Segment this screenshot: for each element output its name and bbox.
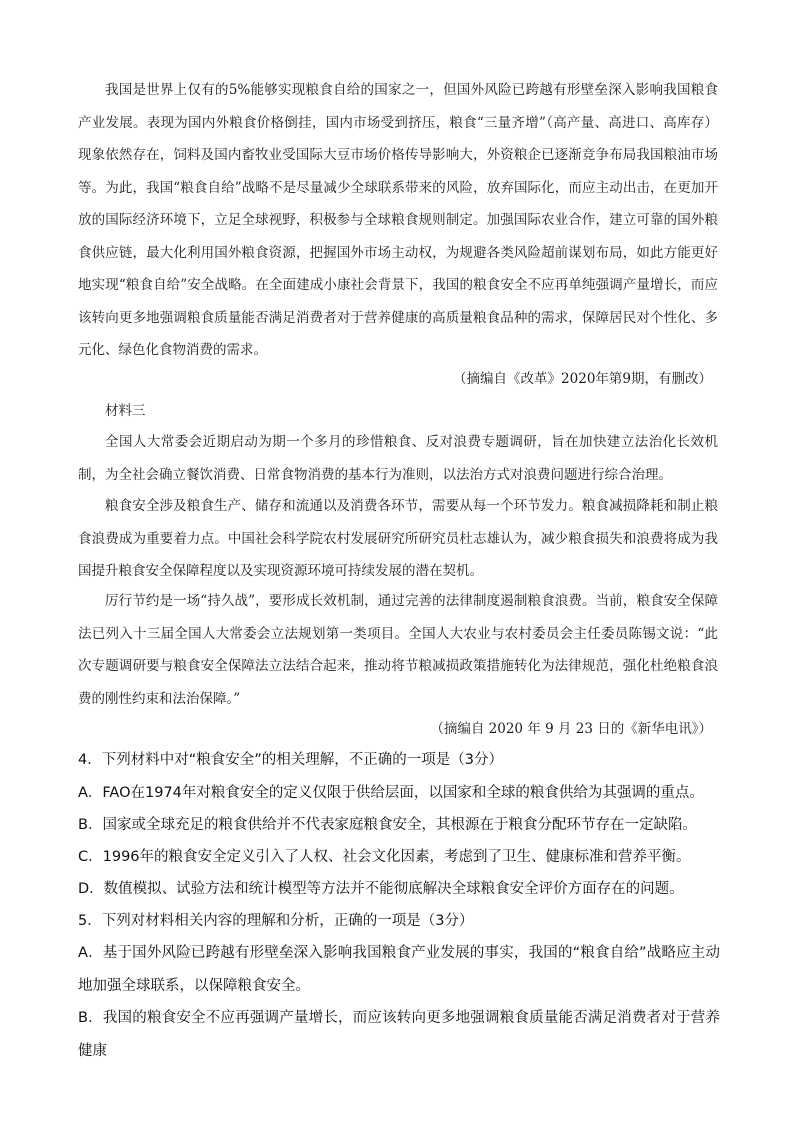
material3-source: （摘编自 2020 年 9 月 23 日的《新华电讯》）	[430, 721, 712, 737]
material2-paragraph: 我国是世界上仅有的5%能够实现粮食自给的国家之一，但国外风险已跨越有形壁垒深入影响我国粮食产业发展。表现为国内外粮食价格倒挂，国内市场受到挤压，粮食“三量齐增”（高产量、高进口、高库存）现象依然存在，饲料及国内畜牧业受国际大豆市场价格传导影响大，外资粮企已逐渐竞争布局我国粮油市场等。为此，我国“粮食自给”战略不是尽量减少全球联系带来的风险，放弃国际化，而应主动出击，在更加开放的国际经济环境下，立足全球视野，积极参与全球粮食规则制定。加强国际农业合作，建立可靠的国外粮食供应链，最大化利用国外粮食资源，把握国外市场主动权，为规避各类风险超前谋划布局，如此方能更好地实现“粮食自给”安全战略。在全面建成小康社会背景下，我国的粮食安全不应再单纯强调产量增长，而应该转向更多地强调粮食质量能否满足消费者对于营养健康的高质量粮食品种的需求，保障居民对个性化、多元化、绿色化食物消费的需求。	[78, 82, 718, 358]
material3-paragraph-3: 厉行节约是一场“持久战”，要形成长效机制，通过完善的法律制度遏制粮食浪费。当前，粮食安全保障法已列入十三届全国人大常委会立法规划第一类项目。全国人大农业与农村委员会主任委员陈锡文说：“此次专题调研要与粮食安全保障法立法结合起来，推动将节粮减损政策措施转化为法律规范，强化杜绝粮食浪费的刚性约束和法治保障。”	[78, 593, 718, 707]
material3-paragraph-2: 粮食安全涉及粮食生产、储存和流通以及消费各环节，需要从每一个环节发力。粮食减损降耗和制止粮食浪费成为重要着力点。中国社会科学院农村发展研究所研究员杜志雄认为，减少粮食损失和浪费将成为我国提升粮食安全保障程度以及实现资源环境可持续发展的潜在契机。	[78, 498, 718, 579]
material3-paragraph-1: 全国人大常委会近期启动为期一个多月的珍惜粮食、反对浪费专题调研，旨在加快建立法治化长效机制，为全社会确立餐饮消费、日常食物消费的基本行为准则，以法治方式对浪费问题进行综合治理。	[78, 434, 718, 483]
question-5-stem: 5．下列对材料相关内容的理解和分析，正确的一项是（3分）	[78, 913, 474, 929]
question-4-option-c: C．1996年的粮食安全定义引入了人权、社会文化因素，考虑到了卫生、健康标准和营养平衡。	[78, 849, 691, 865]
question-4-option-d: D．数值模拟、试验方法和统计模型等方法并不能彻底解决全球粮食安全评价方面存在的问题。	[78, 881, 684, 897]
question-5-option-a: A．基于国外风险已跨越有形壁垒深入影响我国粮食产业发展的事实，我国的“粮食自给”战略应主动地加强全球联系，以保障粮食安全。	[78, 945, 720, 994]
question-5-option-b: B．我国的粮食安全不应再强调产量增长，而应该转向更多地强调粮食质量能否满足消费者对于营养健康	[78, 1010, 720, 1059]
material3-label: 材料三	[105, 403, 146, 419]
question-4-option-b: B．国家或全球充足的粮食供给并不代表家庭粮食安全，其根源在于粮食分配环节存在一定缺陷。	[78, 817, 697, 833]
material2-source: （摘编自《改革》2020年第9期，有删改）	[453, 371, 712, 387]
question-4-option-a: A．FAO在1974年对粮食安全的定义仅限于供给层面，以国家和全球的粮食供给为其强调的重点。	[78, 785, 704, 801]
question-4-stem: 4．下列材料中对“粮食安全”的相关理解，不正确的一项是（3分）	[78, 752, 503, 768]
